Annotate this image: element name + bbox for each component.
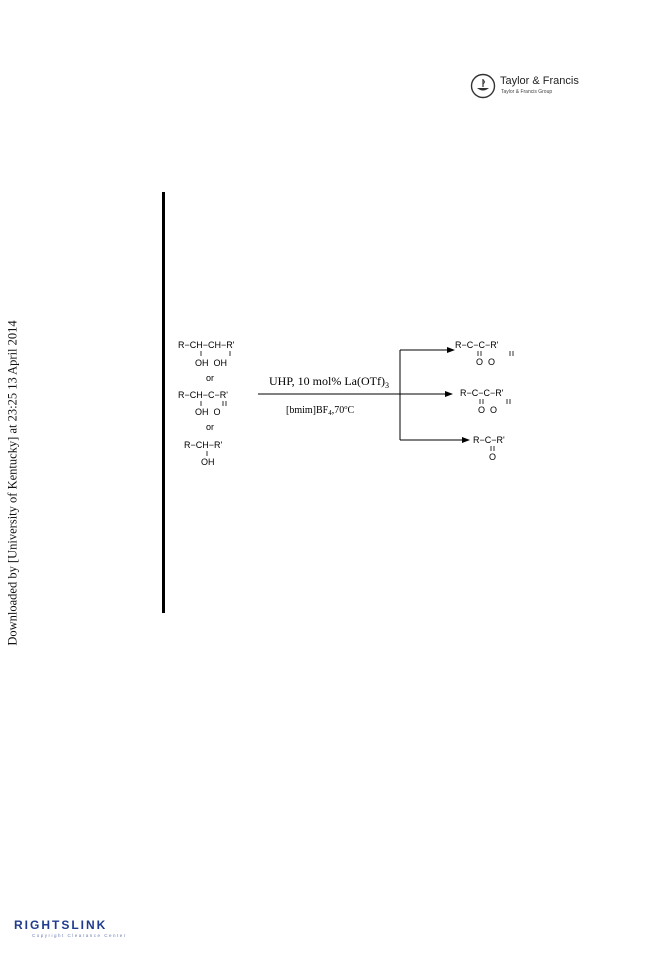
product-diketone-1: R−C−C−R' xyxy=(455,340,499,350)
product-diketone-2: R−C−C−R' xyxy=(460,388,504,398)
product-diketone-1-oxygens: O O xyxy=(476,357,496,367)
publisher-name: Taylor & Francis xyxy=(500,75,579,87)
reactant-diol: R−CH−CH−R' xyxy=(178,340,235,350)
or-label-2: or xyxy=(206,422,215,432)
publisher-group: Taylor & Francis Group xyxy=(501,89,553,95)
download-notice-text: Downloaded by [University of Kentucky] at 23:25 13 April 2014 xyxy=(5,320,20,646)
product-ketone-oxygen: O xyxy=(489,452,497,462)
reaction-scheme xyxy=(168,330,548,480)
vertical-rule xyxy=(162,192,165,613)
publisher-logo-icon xyxy=(470,73,496,99)
reactant-alcohol: R−CH−R' xyxy=(184,440,223,450)
reactant-diol-hydroxyls: OH OH xyxy=(195,358,228,368)
rightslink-wordmark: RIGHTSLINK xyxy=(14,918,108,932)
reactant-hydroxyketone-subs: OH O xyxy=(195,407,221,417)
reactant-alcohol-hydroxyl: OH xyxy=(201,457,215,467)
reaction-scheme-graphic xyxy=(168,330,548,480)
or-label-1: or xyxy=(206,373,215,383)
rightslink-logo[interactable] xyxy=(14,918,174,944)
product-diketone-2-oxygens: O O xyxy=(478,405,498,415)
product-ketone: R−C−R' xyxy=(473,435,505,445)
reaction-conditions-reagents: UHP, 10 mol% $La(OTf)_3$ xyxy=(269,374,389,390)
publisher-logo xyxy=(470,73,610,101)
rightslink-tagline: Copyright Clearance Center xyxy=(32,933,127,938)
reaction-conditions-solvent: $[bmim]BF_4,70^oC$ xyxy=(286,404,355,417)
reactant-hydroxyketone: R−CH−C−R' xyxy=(178,390,228,400)
